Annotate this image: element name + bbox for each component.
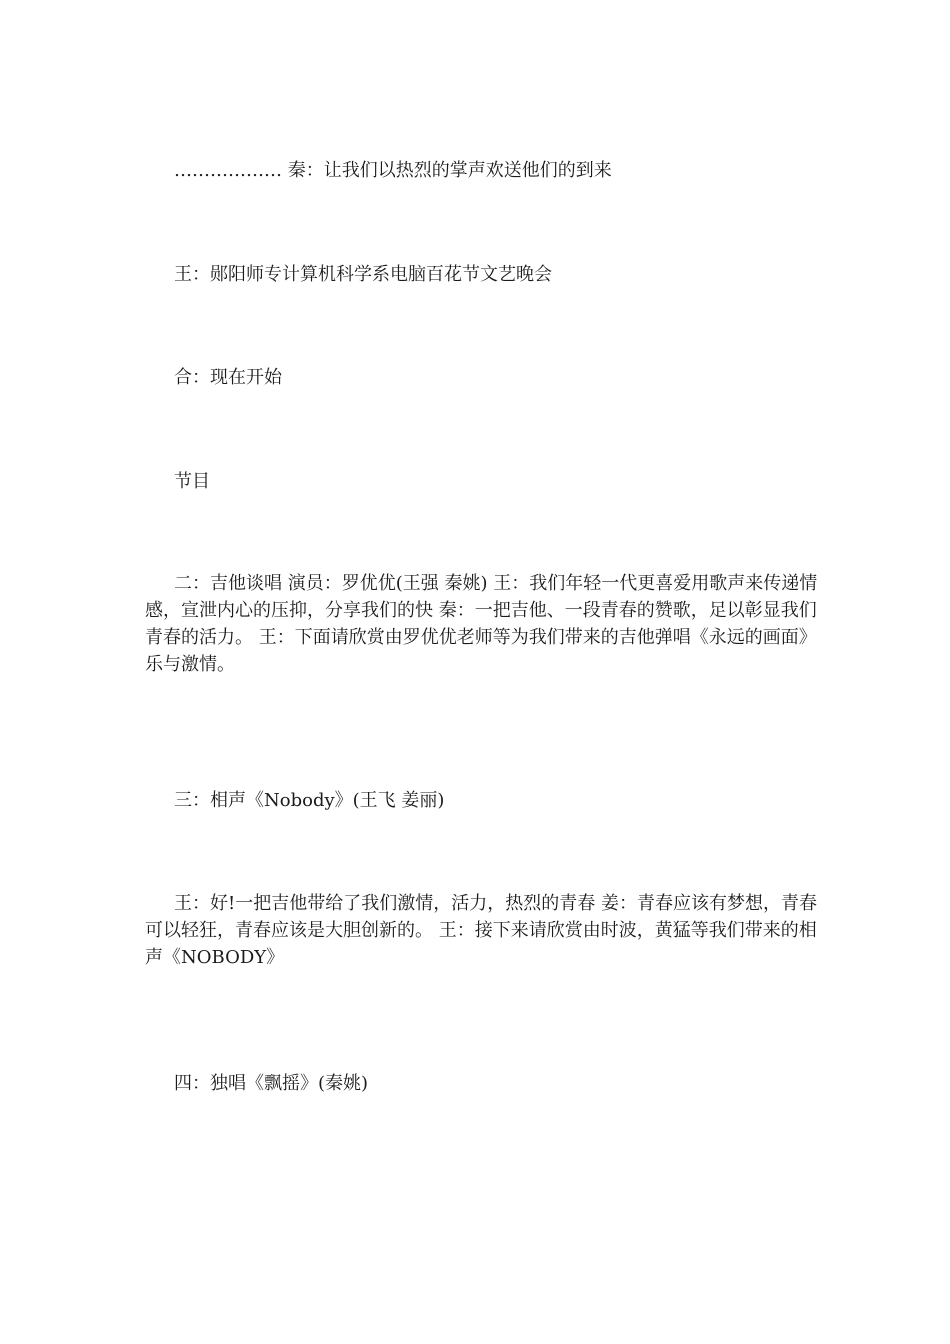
closing-line-paragraph: ……………… 秦：让我们以热烈的掌声欢送他们的到来 <box>174 160 612 181</box>
program-item-4-heading: 四：独唱《飘摇》(秦姚) <box>174 1073 369 1094</box>
program-item-2-paragraph: 二：吉他谈唱 演员：罗优优(王强 秦姚) 王：我们年轻一代更喜爱用歌声来传递情感，宣泄内心的压抑，分享我们的快 秦：一把吉他、一段青春的赞歌，足以彰显我们青春的活力。 王：下面请欣赏由罗优优老师等为我们带来的吉他弹唱《永远的画面》 乐与激情。 <box>145 573 818 675</box>
program-item-3-heading: 三：相声《Nobody》(王飞 姜丽) <box>174 790 445 811</box>
event-title-paragraph: 王：郧阳师专计算机科学系电脑百花节文艺晚会 <box>174 264 552 285</box>
program-heading: 节目 <box>174 471 210 492</box>
opening-announcement-paragraph: 合：现在开始 <box>174 367 282 388</box>
program-item-3-dialogue: 王：好!一把吉他带给了我们激情，活力，热烈的青春 姜：青春应该有梦想，青春可以轻狂，青春应该是大胆创新的。 王：接下来请欣赏由时波，黄猛等我们带来的相声《NOBODY》 <box>145 893 817 968</box>
